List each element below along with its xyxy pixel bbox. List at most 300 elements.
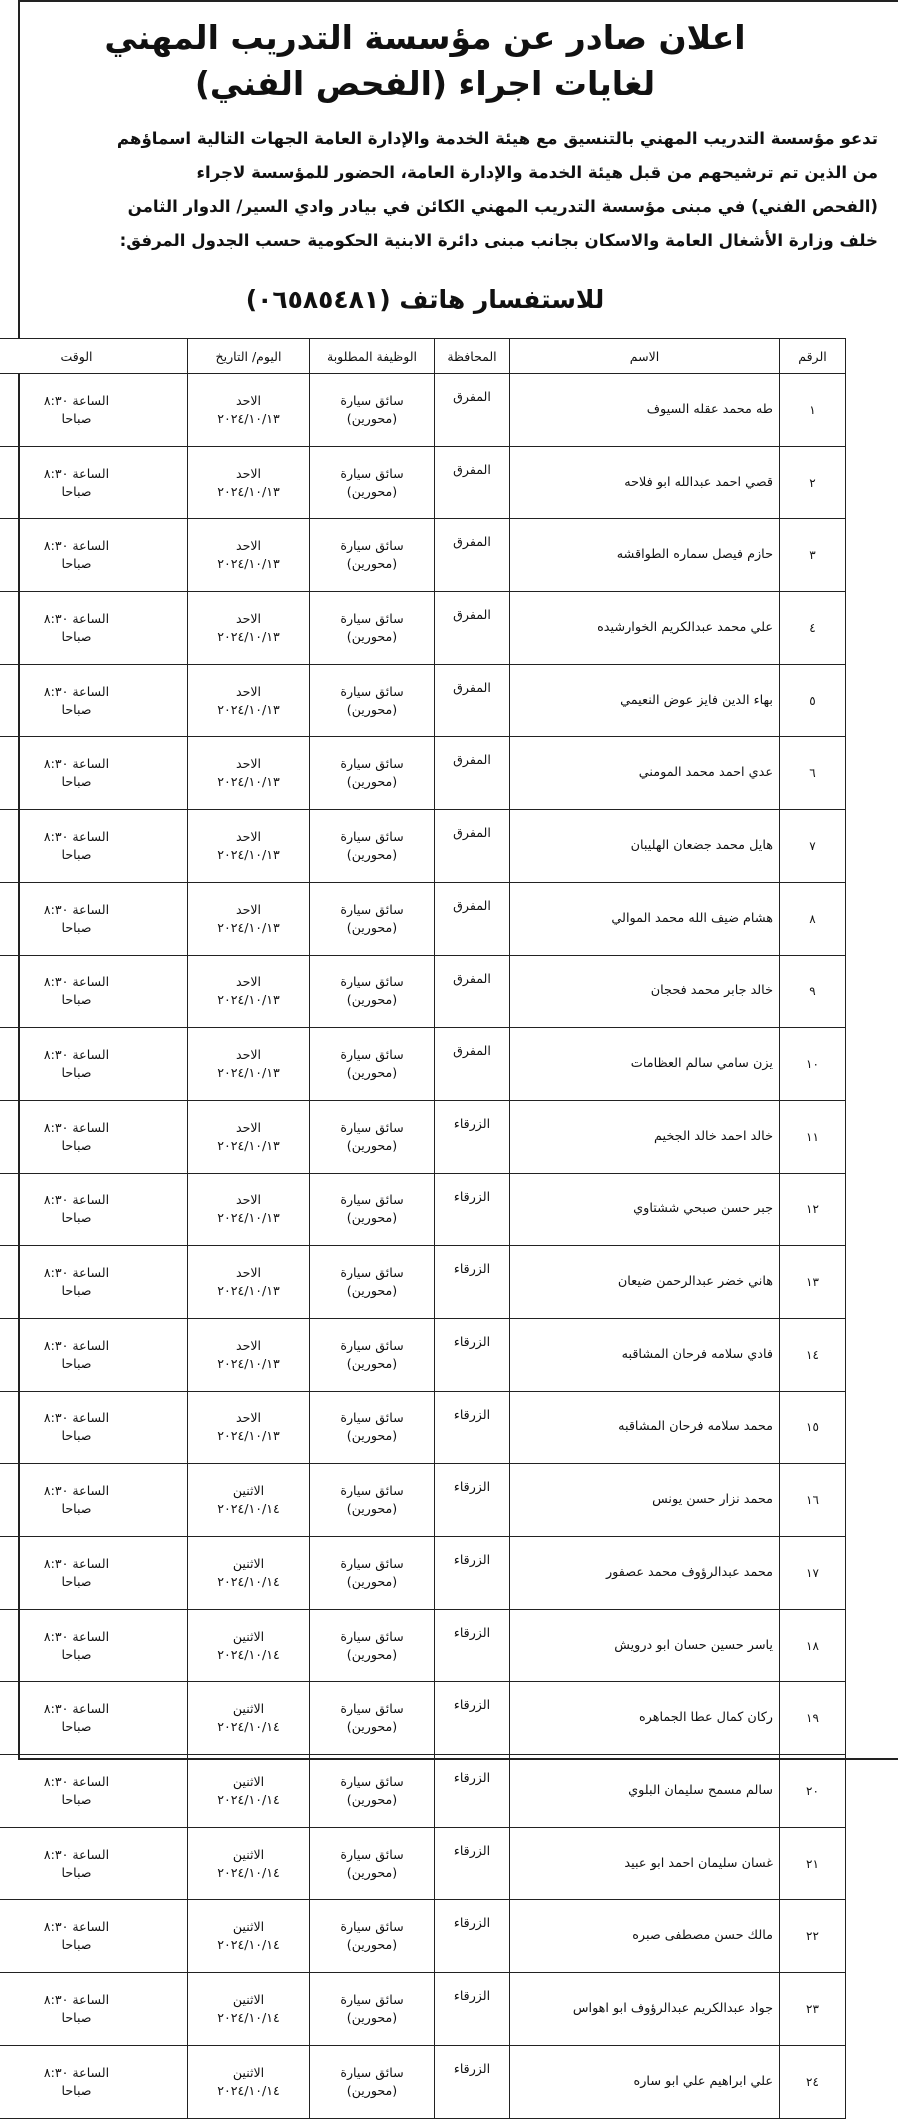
job-title-cell <box>310 592 435 665</box>
time-slot-time2: صباحا <box>61 701 92 717</box>
candidate-name-name: محمد نزار حسن يونس <box>652 1492 773 1508</box>
day-date-day: الاحد <box>235 683 262 699</box>
governorate-cell <box>435 810 510 883</box>
job-title-cell <box>310 1246 435 1319</box>
governorate-cell <box>435 1391 510 1464</box>
day-date-day: الاحد <box>235 1265 262 1281</box>
time-slot-cell <box>0 1464 188 1537</box>
job-title-job1: سائق سيارة <box>340 1701 404 1717</box>
day-date-day: الاحد <box>235 1047 262 1063</box>
day-date-cell <box>188 882 310 955</box>
job-title-job1: سائق سيارة <box>340 1919 404 1935</box>
day-date-day: الاثنين <box>232 1846 265 1862</box>
governorate-cell <box>435 664 510 737</box>
governorate-cell <box>435 882 510 955</box>
time-slot-time2: صباحا <box>61 1137 92 1153</box>
table-row <box>0 737 846 810</box>
row-number-cell <box>780 1755 846 1828</box>
row-number-num: ٣ <box>809 548 816 563</box>
job-title-job2: (محورين) <box>346 1937 398 1953</box>
job-title-cell <box>310 1173 435 1246</box>
row-number-num: ١ <box>809 402 816 417</box>
time-slot-time1: الساعة ٨:٣٠ <box>43 1265 110 1281</box>
day-date-cell <box>188 374 310 447</box>
time-slot-cell <box>0 1246 188 1319</box>
row-number-num: ١١ <box>806 1129 819 1144</box>
job-title-job2: (محورين) <box>346 2082 398 2098</box>
job-title-job2: (محورين) <box>346 1646 398 1662</box>
candidate-name-cell <box>510 1318 780 1391</box>
time-slot-cell <box>0 1682 188 1755</box>
job-title-cell <box>310 1028 435 1101</box>
day-date-cell <box>188 1537 310 1610</box>
row-number-num: ٦ <box>809 766 816 781</box>
candidate-name-cell <box>510 1028 780 1101</box>
day-date-day: الاحد <box>235 538 262 554</box>
governorate-cell <box>435 1755 510 1828</box>
governorate-cell <box>435 955 510 1028</box>
job-title-job2: (محورين) <box>346 1137 398 1153</box>
candidate-name-name: طه محمد عقله السيوف <box>646 401 773 417</box>
governorate-cell <box>435 1318 510 1391</box>
row-number-num: ١٩ <box>806 1711 819 1726</box>
day-date-date: ٢٠٢٤/١٠/١٤ <box>217 1719 280 1735</box>
announcement-subtitle: لغايات اجراء (الفحص الفني) <box>194 64 656 103</box>
governorate-gov: الزرقاء <box>453 1915 491 1931</box>
table-body <box>0 374 846 2119</box>
day-date-day: الاثنين <box>232 1991 265 2007</box>
row-number-cell <box>780 664 846 737</box>
day-date-cell <box>188 1755 310 1828</box>
day-date-cell <box>188 1464 310 1537</box>
time-slot-time1: الساعة ٨:٣٠ <box>43 683 110 699</box>
day-date-date: ٢٠٢٤/١٠/١٣ <box>217 919 280 935</box>
day-date-date: ٢٠٢٤/١٠/١٣ <box>217 1355 280 1371</box>
governorate-cell <box>435 1609 510 1682</box>
time-slot-time1: الساعة ٨:٣٠ <box>43 1119 110 1135</box>
day-date-cell <box>188 1100 310 1173</box>
candidate-name-name: عدي احمد محمد المومني <box>638 765 773 781</box>
time-slot-time2: صباحا <box>61 1937 92 1953</box>
governorate-cell <box>435 1028 510 1101</box>
job-title-cell <box>310 374 435 447</box>
governorate-cell <box>435 519 510 592</box>
job-title-job2: (محورين) <box>346 774 398 790</box>
table-row <box>0 1100 846 1173</box>
candidate-name-cell <box>510 446 780 519</box>
intro-line: (الفحص الفني) في مبنى مؤسسة التدريب المهني الكائن في بيادر وادي السير/ الدوار الثامن <box>127 197 878 216</box>
governorate-cell <box>435 737 510 810</box>
day-date-date: ٢٠٢٤/١٠/١٣ <box>217 628 280 644</box>
candidate-name-name: سالم مسمح سليمان البلوي <box>628 1782 773 1798</box>
governorate-gov: المفرق <box>453 607 491 623</box>
day-date-day: الاحد <box>235 1119 262 1135</box>
job-title-job2: (محورين) <box>346 992 398 1008</box>
row-number-cell <box>780 1173 846 1246</box>
day-date-day: الاحد <box>235 1337 262 1353</box>
time-slot-time1: الساعة ٨:٣٠ <box>43 1846 110 1862</box>
day-date-cell <box>188 1246 310 1319</box>
time-slot-cell <box>0 1537 188 1610</box>
job-title-job1: سائق سيارة <box>340 683 404 699</box>
row-number-cell <box>780 446 846 519</box>
governorate-gov: الزرقاء <box>453 1988 491 2004</box>
time-slot-time2: صباحا <box>61 1065 92 1081</box>
table-row <box>0 1318 846 1391</box>
row-number-cell <box>780 1028 846 1101</box>
job-title-cell <box>310 1537 435 1610</box>
job-title-job2: (محورين) <box>346 1719 398 1735</box>
day-date-day: الاثنين <box>232 1555 265 1571</box>
candidate-name-cell <box>510 1464 780 1537</box>
job-title-cell <box>310 1827 435 1900</box>
row-number-cell <box>780 374 846 447</box>
time-slot-time1: الساعة ٨:٣٠ <box>43 828 110 844</box>
job-title-job2: (محورين) <box>346 1065 398 1081</box>
governorate-gov: المفرق <box>453 970 491 986</box>
row-number-cell <box>780 1682 846 1755</box>
day-date-date: ٢٠٢٤/١٠/١٤ <box>217 1646 280 1662</box>
job-title-job2: (محورين) <box>346 556 398 572</box>
time-slot-time2: صباحا <box>61 1573 92 1589</box>
time-slot-time2: صباحا <box>61 1791 92 1807</box>
day-date-day: الاحد <box>235 1410 262 1426</box>
time-slot-cell <box>0 1827 188 1900</box>
job-title-job1: سائق سيارة <box>340 1119 404 1135</box>
row-number-num: ٢٤ <box>806 2074 819 2089</box>
time-slot-time2: صباحا <box>61 1428 92 1444</box>
day-date-date: ٢٠٢٤/١٠/١٣ <box>217 1428 280 1444</box>
job-title-cell <box>310 2045 435 2118</box>
job-title-job2: (محورين) <box>346 846 398 862</box>
day-date-cell <box>188 664 310 737</box>
row-number-cell <box>780 592 846 665</box>
day-date-cell <box>188 737 310 810</box>
candidate-name-cell <box>510 519 780 592</box>
row-number-num: ١٤ <box>806 1347 819 1362</box>
candidate-name-name: حازم فيصل سماره الطواقشه <box>616 547 773 563</box>
candidate-name-name: علي محمد عبدالكريم الخوارشيده <box>597 619 773 635</box>
day-date-date: ٢٠٢٤/١٠/١٣ <box>217 1210 280 1226</box>
candidate-name-name: علي ابراهيم علي ابو ساره <box>633 2073 773 2089</box>
time-slot-time1: الساعة ٨:٣٠ <box>43 538 110 554</box>
candidate-name-cell <box>510 1682 780 1755</box>
row-number-num: ١٥ <box>806 1420 819 1435</box>
job-title-cell <box>310 664 435 737</box>
time-slot-cell <box>0 1318 188 1391</box>
candidate-name-name: خالد جابر محمد فحجان <box>650 983 773 999</box>
candidate-name-cell <box>510 1537 780 1610</box>
day-date-cell <box>188 1318 310 1391</box>
job-title-job2: (محورين) <box>346 1573 398 1589</box>
job-title-job1: سائق سيارة <box>340 1047 404 1063</box>
candidate-name-cell <box>510 737 780 810</box>
row-number-num: ٢٢ <box>806 1929 819 1944</box>
row-number-num: ١٨ <box>806 1638 819 1653</box>
header-governorate: المحافظة <box>435 339 510 374</box>
job-title-job2: (محورين) <box>346 701 398 717</box>
day-date-date: ٢٠٢٤/١٠/١٣ <box>217 1283 280 1299</box>
table-row <box>0 1391 846 1464</box>
candidate-name-name: قصي احمد عبدالله ابو فلاحه <box>624 474 773 490</box>
intro-line: تدعو مؤسسة التدريب المهني بالتنسيق مع هيئة الخدمة والإدارة العامة الجهات التالية اسماؤهم <box>116 129 878 148</box>
time-slot-time2: صباحا <box>61 1283 92 1299</box>
day-date-cell <box>188 1682 310 1755</box>
day-date-day: الاحد <box>235 756 262 772</box>
day-date-cell <box>188 955 310 1028</box>
table-row <box>0 446 846 519</box>
table-row <box>0 1827 846 1900</box>
time-slot-time1: الساعة ٨:٣٠ <box>43 974 110 990</box>
job-title-cell <box>310 1973 435 2046</box>
table-row <box>0 2045 846 2118</box>
day-date-day: الاثنين <box>232 1773 265 1789</box>
job-title-job2: (محورين) <box>346 1428 398 1444</box>
time-slot-cell <box>0 2045 188 2118</box>
time-slot-time1: الساعة ٨:٣٠ <box>43 1701 110 1717</box>
day-date-cell <box>188 810 310 883</box>
candidate-name-cell <box>510 1246 780 1319</box>
governorate-cell <box>435 592 510 665</box>
time-slot-time2: صباحا <box>61 410 92 426</box>
job-title-job1: سائق سيارة <box>340 901 404 917</box>
day-date-date: ٢٠٢٤/١٠/١٣ <box>217 1065 280 1081</box>
table-row <box>0 810 846 883</box>
row-number-cell <box>780 1609 846 1682</box>
job-title-cell <box>310 446 435 519</box>
row-number-num: ١٠ <box>806 1057 819 1072</box>
candidate-name-name: جواد عبدالكريم عبدالرؤوف ابو اهواس <box>572 2000 773 2016</box>
job-title-job2: (محورين) <box>346 1210 398 1226</box>
table-row <box>0 1609 846 1682</box>
governorate-gov: المفرق <box>453 897 491 913</box>
day-date-date: ٢٠٢٤/١٠/١٤ <box>217 2082 280 2098</box>
job-title-job1: سائق سيارة <box>340 974 404 990</box>
table-row <box>0 664 846 737</box>
time-slot-cell <box>0 1100 188 1173</box>
job-title-cell <box>310 1755 435 1828</box>
day-date-cell <box>188 1391 310 1464</box>
day-date-date: ٢٠٢٤/١٠/١٣ <box>217 556 280 572</box>
governorate-cell <box>435 1900 510 1973</box>
row-number-cell <box>780 810 846 883</box>
candidate-name-cell <box>510 810 780 883</box>
time-slot-time1: الساعة ٨:٣٠ <box>43 2064 110 2080</box>
time-slot-cell <box>0 1609 188 1682</box>
job-title-job1: سائق سيارة <box>340 1483 404 1499</box>
job-title-cell <box>310 1464 435 1537</box>
row-number-num: ٨ <box>809 911 816 926</box>
time-slot-cell <box>0 1900 188 1973</box>
time-slot-cell <box>0 1173 188 1246</box>
day-date-day: الاحد <box>235 901 262 917</box>
time-slot-time1: الساعة ٨:٣٠ <box>43 901 110 917</box>
job-title-cell <box>310 1900 435 1973</box>
candidate-name-cell <box>510 1100 780 1173</box>
time-slot-time1: الساعة ٨:٣٠ <box>43 1628 110 1644</box>
governorate-cell <box>435 1100 510 1173</box>
candidate-name-cell <box>510 592 780 665</box>
candidate-name-name: جبر حسن صبحي ششتاوي <box>633 1201 773 1217</box>
candidate-name-cell <box>510 1391 780 1464</box>
day-date-day: الاحد <box>235 465 262 481</box>
candidates-table <box>0 338 846 2119</box>
intro-line: خلف وزارة الأشغال العامة والاسكان بجانب مبنى دائرة الابنية الحكومية حسب الجدول المرفق: <box>119 231 878 250</box>
table-row <box>0 1682 846 1755</box>
job-title-job2: (محورين) <box>346 628 398 644</box>
day-date-day: الاحد <box>235 610 262 626</box>
day-date-date: ٢٠٢٤/١٠/١٣ <box>217 483 280 499</box>
candidate-name-name: يزن سامي سالم العظامات <box>630 1056 773 1072</box>
header-date: اليوم/ التاريخ <box>188 339 310 374</box>
time-slot-cell <box>0 1973 188 2046</box>
job-title-job1: سائق سيارة <box>340 538 404 554</box>
table-row <box>0 592 846 665</box>
time-slot-time2: صباحا <box>61 919 92 935</box>
day-date-cell <box>188 519 310 592</box>
time-slot-time1: الساعة ٨:٣٠ <box>43 610 110 626</box>
governorate-cell <box>435 1537 510 1610</box>
time-slot-cell <box>0 882 188 955</box>
governorate-cell <box>435 1173 510 1246</box>
row-number-cell <box>780 519 846 592</box>
row-number-num: ٩ <box>809 984 816 999</box>
time-slot-time1: الساعة ٨:٣٠ <box>43 1047 110 1063</box>
job-title-job2: (محورين) <box>346 1791 398 1807</box>
candidate-name-cell <box>510 1900 780 1973</box>
table-row <box>0 1464 846 1537</box>
day-date-date: ٢٠٢٤/١٠/١٣ <box>217 701 280 717</box>
intro-paragraph <box>0 122 878 258</box>
row-number-cell <box>780 1537 846 1610</box>
governorate-gov: الزرقاء <box>453 2060 491 2076</box>
job-title-cell <box>310 1100 435 1173</box>
job-title-job1: سائق سيارة <box>340 1265 404 1281</box>
row-number-num: ١٢ <box>806 1202 819 1217</box>
job-title-cell <box>310 1391 435 1464</box>
table-row <box>0 1246 846 1319</box>
day-date-cell <box>188 1028 310 1101</box>
governorate-cell <box>435 1973 510 2046</box>
time-slot-time1: الساعة ٨:٣٠ <box>43 392 110 408</box>
governorate-gov: الزرقاء <box>453 1842 491 1858</box>
row-number-num: ١٦ <box>806 1493 819 1508</box>
job-title-cell <box>310 955 435 1028</box>
day-date-day: الاحد <box>235 1192 262 1208</box>
governorate-gov: المفرق <box>453 752 491 768</box>
job-title-job1: سائق سيارة <box>340 1991 404 2007</box>
job-title-job2: (محورين) <box>346 1864 398 1880</box>
day-date-date: ٢٠٢٤/١٠/١٤ <box>217 1864 280 1880</box>
candidate-name-cell <box>510 1973 780 2046</box>
day-date-date: ٢٠٢٤/١٠/١٤ <box>217 2009 280 2025</box>
candidate-name-cell <box>510 955 780 1028</box>
table-row <box>0 519 846 592</box>
job-title-cell <box>310 882 435 955</box>
governorate-gov: المفرق <box>453 679 491 695</box>
time-slot-time1: الساعة ٨:٣٠ <box>43 1483 110 1499</box>
candidate-name-cell <box>510 1609 780 1682</box>
job-title-job1: سائق سيارة <box>340 610 404 626</box>
job-title-job2: (محورين) <box>346 410 398 426</box>
governorate-gov: المفرق <box>453 825 491 841</box>
table-header-row <box>0 339 846 374</box>
time-slot-time2: صباحا <box>61 1355 92 1371</box>
row-number-num: ١٧ <box>806 1565 819 1580</box>
job-title-job2: (محورين) <box>346 483 398 499</box>
table-row <box>0 955 846 1028</box>
governorate-cell <box>435 446 510 519</box>
row-number-num: ٢٣ <box>806 2001 819 2016</box>
governorate-gov: الزرقاء <box>453 1261 491 1277</box>
time-slot-cell <box>0 374 188 447</box>
day-date-date: ٢٠٢٤/١٠/١٣ <box>217 410 280 426</box>
time-slot-time2: صباحا <box>61 2082 92 2098</box>
candidate-name-name: محمد عبدالرؤوف محمد عصفور <box>605 1564 773 1580</box>
announcement-title: اعلان صادر عن مؤسسة التدريب المهني <box>104 18 746 57</box>
job-title-cell <box>310 1609 435 1682</box>
table-row <box>0 374 846 447</box>
time-slot-time2: صباحا <box>61 1719 92 1735</box>
table-row <box>0 1537 846 1610</box>
time-slot-cell <box>0 446 188 519</box>
day-date-date: ٢٠٢٤/١٠/١٣ <box>217 992 280 1008</box>
time-slot-time1: الساعة ٨:٣٠ <box>43 1991 110 2007</box>
candidate-name-name: بهاء الدين فايز عوض النعيمي <box>620 692 773 708</box>
job-title-cell <box>310 1318 435 1391</box>
job-title-job1: سائق سيارة <box>340 1337 404 1353</box>
day-date-date: ٢٠٢٤/١٠/١٣ <box>217 774 280 790</box>
table-row <box>0 1973 846 2046</box>
job-title-job1: سائق سيارة <box>340 756 404 772</box>
intro-line: من الذين تم ترشيحهم من قبل هيئة الخدمة والإدارة العامة، الحضور للمؤسسة لاجراء <box>196 163 878 182</box>
job-title-job1: سائق سيارة <box>340 1846 404 1862</box>
row-number-num: ٢ <box>809 475 816 490</box>
time-slot-time1: الساعة ٨:٣٠ <box>43 756 110 772</box>
governorate-gov: الزرقاء <box>453 1552 491 1567</box>
row-number-cell <box>780 1391 846 1464</box>
candidate-name-cell <box>510 2045 780 2118</box>
day-date-day: الاثنين <box>232 1483 265 1499</box>
candidate-name-name: غسان سليمان احمد ابو عبيد <box>624 1855 773 1871</box>
governorate-cell <box>435 374 510 447</box>
inquiry-phone: للاستفسار هاتف (٠٦٥٨٥٤٨١) <box>245 285 605 314</box>
governorate-gov: الزرقاء <box>453 1333 491 1349</box>
day-date-date: ٢٠٢٤/١٠/١٤ <box>217 1791 280 1807</box>
row-number-num: ٥ <box>809 693 816 708</box>
time-slot-time2: صباحا <box>61 628 92 644</box>
row-number-cell <box>780 1318 846 1391</box>
row-number-cell <box>780 1100 846 1173</box>
governorate-gov: المفرق <box>453 461 491 477</box>
job-title-cell <box>310 810 435 883</box>
header-name: الاسم <box>510 339 780 374</box>
job-title-job2: (محورين) <box>346 1283 398 1299</box>
governorate-gov: المفرق <box>453 534 491 550</box>
governorate-cell <box>435 2045 510 2118</box>
day-date-cell <box>188 592 310 665</box>
governorate-cell <box>435 1464 510 1537</box>
day-date-day: الاثنين <box>232 1701 265 1717</box>
row-number-num: ٧ <box>809 838 816 853</box>
candidate-name-name: هاني خضر عبدالرحمن ضيعان <box>617 1274 773 1290</box>
candidate-name-name: محمد سلامه فرحان المشاقبه <box>618 1419 773 1435</box>
time-slot-time2: صباحا <box>61 846 92 862</box>
row-number-num: ٢١ <box>806 1856 819 1871</box>
time-slot-time2: صباحا <box>61 992 92 1008</box>
governorate-gov: الزرقاء <box>453 1115 491 1131</box>
day-date-cell <box>188 1827 310 1900</box>
